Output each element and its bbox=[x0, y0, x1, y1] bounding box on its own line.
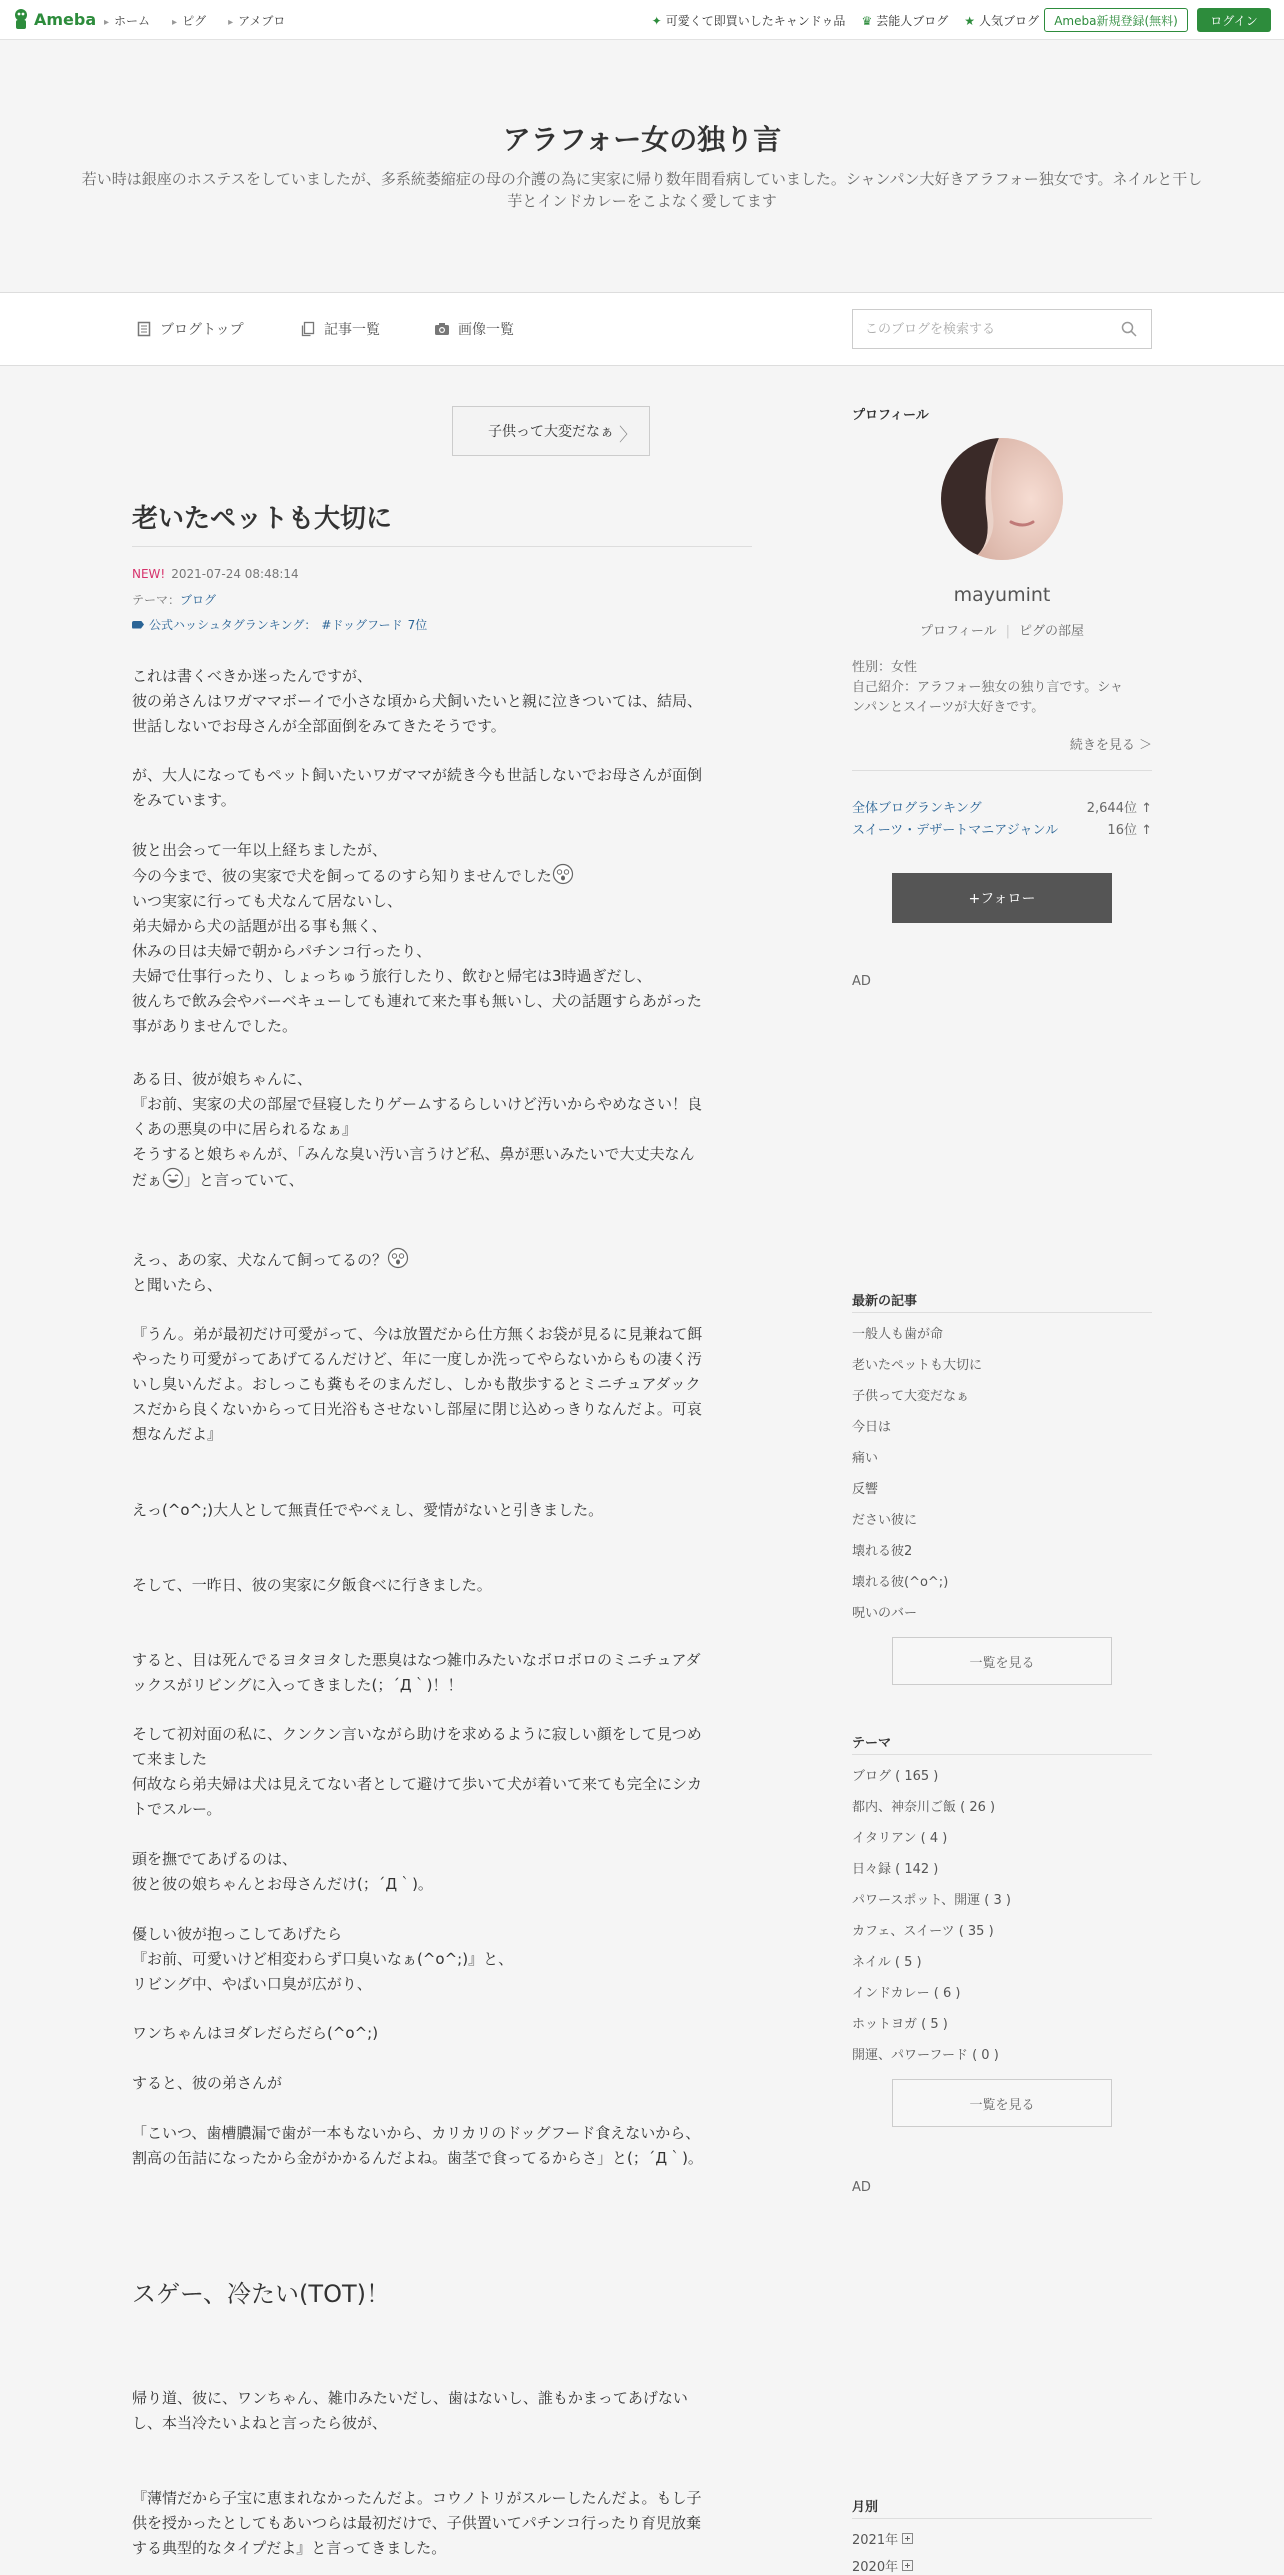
gnav-ameblo[interactable]: ▸ アメブロ bbox=[228, 12, 285, 29]
entry-body-block bbox=[132, 1067, 752, 1193]
blog-description: 若い時は銀座のホステスをしていましたが、多系統萎縮症の母の介護の為に実家に帰り数年間看病していました。シャンパン大好きアラフォー独女です。ネイルと干し芋とインドカレーをこよなく愛してます bbox=[81, 170, 1203, 210]
section-divider bbox=[852, 1312, 1152, 1313]
ranking-value: 2,644位 ↑ bbox=[1086, 801, 1152, 816]
chevron-right-icon: 〉 bbox=[619, 425, 637, 446]
entry-body-block bbox=[132, 1247, 752, 1298]
header-link-celebrity[interactable] bbox=[861, 12, 948, 29]
entry-heading: スゲー、冷たい(TOT)！ bbox=[132, 2280, 390, 2308]
body-line: 割高の缶詰になったから金がかかるんだよね。歯茎で食ってるからさ」と(；´Д｀)。 bbox=[132, 2149, 703, 2167]
section-divider bbox=[852, 1754, 1152, 1755]
body-text: 」と言っていて、 bbox=[184, 1171, 304, 1189]
body-line: 『お前、実家の犬の部屋で昼寝したりゲームするらしいけど汚いからやめなさい！良 bbox=[132, 1095, 703, 1113]
avatar-photo-icon bbox=[941, 438, 1063, 560]
body-line: 『うん。弟が最初だけ可愛がって、今は放置だから仕方無くお袋が見るに見兼ねて餌 bbox=[132, 1325, 703, 1343]
body-line: 『お前、可愛いけど相変わらず口臭いなぁ(^o^;)』と、 bbox=[132, 1950, 514, 1968]
nav-entry-list[interactable] bbox=[300, 319, 380, 339]
entry-theme-link[interactable]: ブログ bbox=[180, 593, 217, 607]
entry-body-block bbox=[132, 1573, 752, 1598]
recent-entry-link[interactable]: 呪いのバー bbox=[852, 1606, 918, 1621]
entry-body-block bbox=[132, 1648, 752, 1698]
ranking-label: 全体ブログランキング bbox=[852, 801, 982, 816]
recent-entry-link[interactable]: 子供って大変だなぁ bbox=[852, 1389, 970, 1404]
body-line: 優しい彼が抱っこしてあげたら bbox=[132, 1925, 343, 1943]
body-line: すると、目は死んでるヨタヨタした悪臭はなつ雑巾みたいなボロボロのミニチュアダ bbox=[132, 1651, 701, 1669]
nav-image-list-label: 画像一覧 bbox=[458, 322, 514, 338]
recent-list-more-button[interactable]: 一覧を見る bbox=[892, 1637, 1112, 1685]
theme-link[interactable]: ネイル ( 5 ) bbox=[852, 1955, 922, 1970]
body-line: 彼んちで飲み会やバーベキューしても連れて来た事も無いし、犬の話題すらあがった bbox=[132, 992, 702, 1010]
recent-entry-link[interactable]: ださい彼に bbox=[852, 1513, 918, 1528]
header-link-celebrity-label: 芸能人ブログ bbox=[876, 14, 949, 28]
year-label: 2021年 bbox=[852, 2533, 899, 2548]
nav-entry-list-label: 記事一覧 bbox=[324, 322, 380, 338]
entry-theme bbox=[132, 591, 216, 608]
recent-entry-link[interactable]: 反響 bbox=[852, 1482, 879, 1497]
ranking-row[interactable] bbox=[852, 819, 1152, 838]
entry-body-block bbox=[132, 1722, 752, 1822]
link-separator: | bbox=[1005, 624, 1011, 639]
theme-section-title: テーマ bbox=[852, 1736, 892, 1751]
theme-link[interactable]: 開運、パワーフード ( 0 ) bbox=[852, 2048, 999, 2063]
body-line: し、本当冷たいよねと言ったら彼が、 bbox=[132, 2414, 388, 2432]
body-line: いし臭いんだよ。おしっこも糞もそのまんだし、しかも散歩するとミニチュアダック bbox=[132, 1375, 701, 1393]
theme-link[interactable]: ホットヨガ ( 5 ) bbox=[852, 2017, 948, 2032]
entry-body-block bbox=[132, 2486, 752, 2561]
profile-read-more[interactable]: 続きを見る ＞ bbox=[1069, 738, 1152, 753]
ranking-row[interactable] bbox=[852, 797, 1152, 816]
document-icon bbox=[136, 321, 152, 337]
entry-body-block bbox=[132, 2121, 752, 2171]
follow-button[interactable]: +フォロー bbox=[892, 873, 1112, 923]
body-line: 彼と彼の娘ちゃんとお母さんだけ(；´Д｀)。 bbox=[132, 1875, 433, 1893]
prev-entry-label: 子供って大変だなぁ bbox=[488, 424, 614, 440]
grin-emoji-icon bbox=[162, 1167, 184, 1189]
theme-link[interactable]: 日々録 ( 142 ) bbox=[852, 1862, 939, 1877]
body-line: をみています。 bbox=[132, 791, 236, 809]
blog-nav bbox=[0, 292, 1284, 366]
ameba-mascot-icon bbox=[12, 8, 30, 30]
theme-link[interactable]: ブログ ( 165 ) bbox=[852, 1769, 939, 1784]
body-line: 弟夫婦から犬の話題が出る事も無く、 bbox=[132, 917, 387, 935]
header-link-popular-label: 人気ブログ bbox=[978, 14, 1039, 28]
year-archive[interactable] bbox=[852, 2529, 913, 2548]
body-line: 彼の弟さんはワガママボーイで小さな頃から犬飼いたいと親に泣きついては、結局、 bbox=[132, 692, 703, 710]
body-line bbox=[132, 1167, 752, 1193]
body-text: だぁ bbox=[132, 1171, 163, 1189]
entry-body-block bbox=[132, 2021, 752, 2046]
monthly-section-title: 月別 bbox=[852, 2500, 879, 2515]
body-line: トでスルー。 bbox=[132, 1800, 222, 1818]
body-line: ある日、彼が娘ちゃんに、 bbox=[132, 1070, 313, 1088]
body-line: そして初対面の私に、クンクン言いながら助けを求めるように寂しい顔をして見つめ bbox=[132, 1725, 702, 1743]
body-line: くあの悪臭の中に居られるなぁ』 bbox=[132, 1120, 358, 1138]
tag-icon bbox=[132, 621, 144, 629]
entry-body-block bbox=[132, 2071, 752, 2096]
surprised-emoji-icon bbox=[387, 1247, 409, 1269]
nav-image-list[interactable] bbox=[434, 319, 514, 339]
avatar[interactable] bbox=[941, 438, 1063, 560]
body-line: 世話しないでお母さんが全部面倒をみてきたそうです。 bbox=[132, 717, 506, 735]
pig-room-link[interactable]: ピグの部屋 bbox=[1019, 624, 1085, 639]
new-badge: NEW! bbox=[132, 567, 166, 581]
nav-blog-top[interactable] bbox=[136, 319, 244, 339]
body-line: 供を授かったとしてもあいつらは最初だけで、子供置いてパチンコ行ったり育児放棄 bbox=[132, 2514, 701, 2532]
header-link-candu[interactable] bbox=[652, 12, 846, 29]
sparkle-icon: ✦ bbox=[651, 14, 662, 28]
entry-title[interactable]: 老いたペットも大切に bbox=[132, 504, 393, 534]
blog-title[interactable]: アラフォー女の独り言 bbox=[502, 123, 782, 156]
profile-info bbox=[852, 658, 1152, 718]
body-line: そして、一昨日、彼の実家に夕飯食べに行きました。 bbox=[132, 1576, 492, 1594]
entry-body bbox=[132, 664, 752, 739]
body-line: 休みの日は夫婦で朝からパチンコ行ったり、 bbox=[132, 942, 432, 960]
header-link-candu-label: 可愛くて即買いしたキャンドゥ品 bbox=[665, 14, 846, 28]
entry-theme-prefix: テーマ： bbox=[132, 593, 181, 607]
camera-icon bbox=[434, 321, 450, 337]
profile-links bbox=[852, 620, 1152, 639]
body-line: スだから良くないからって日光浴もさせないし部屋に閉じ込めっきりなんだよ。可哀 bbox=[132, 1400, 702, 1418]
section-divider bbox=[852, 770, 1152, 771]
body-line: 帰り道、彼に、ワンちゃん、雑巾みたいだし、歯はないし、誰もかまってあげない bbox=[132, 2389, 688, 2407]
nav-blog-top-label: ブログトップ bbox=[160, 322, 244, 338]
profile-intro-line2: ンパンとスイーツが大好きです。 bbox=[852, 700, 1045, 715]
section-divider bbox=[852, 2518, 1152, 2519]
body-line: えっ(^o^;)大人として無責任でやべぇし、愛情がないと引きました。 bbox=[132, 1501, 604, 1519]
theme-link[interactable]: イタリアン ( 4 ) bbox=[852, 1831, 948, 1846]
entry-body-block bbox=[132, 1322, 752, 1447]
theme-link[interactable]: パワースポット、開運 ( 3 ) bbox=[852, 1893, 1011, 1908]
body-line: やったり可愛がってあげてるんだけど、年に一度しか洗ってやらないからもの凄く汚 bbox=[132, 1350, 703, 1368]
theme-link[interactable]: カフェ、スイーツ ( 35 ) bbox=[852, 1924, 994, 1939]
entry-body-block bbox=[132, 1498, 752, 1523]
body-line: する典型的なタイプだよ』と言ってきました。 bbox=[132, 2539, 447, 2557]
body-line: 頭を撫でてあげるのは、 bbox=[132, 1850, 298, 1868]
body-line: 「こいつ、歯槽膿漏で歯が一本もないから、カリカリのドッグフード食えないから、 bbox=[132, 2124, 701, 2142]
body-line: すると、彼の弟さんが bbox=[132, 2074, 283, 2092]
recent-entry-link[interactable]: 一般人も歯が命 bbox=[852, 1327, 944, 1342]
body-line: 想なんだよ』 bbox=[132, 1425, 223, 1443]
body-text: えっ、あの家、犬なんて飼ってるの？ bbox=[132, 1251, 388, 1269]
register-button[interactable]: Ameba新規登録(無料) bbox=[1044, 8, 1188, 32]
body-line: 『薄情だから子宝に恵まれなかったんだよ。コウノトリがスルーしたんだよ。もし子 bbox=[132, 2489, 702, 2507]
body-line: そうすると娘ちゃんが、「みんな臭い汚い言うけど私、鼻が悪いみたいで大丈夫なん bbox=[132, 1145, 695, 1163]
blog-header bbox=[0, 40, 1284, 292]
copy-icon bbox=[300, 321, 316, 337]
year-label: 2020年 bbox=[852, 2560, 899, 2575]
body-line: ックスがリビングに入ってきました(；´Д｀)！！ bbox=[132, 1676, 463, 1694]
blog-search-input[interactable] bbox=[853, 310, 1127, 348]
header-links bbox=[652, 12, 1039, 29]
entry-body-block bbox=[132, 763, 752, 813]
ranking-label: スイーツ・デザートマニアジャンル bbox=[852, 823, 1059, 838]
body-line: リビング中、やばい口臭が広がり、 bbox=[132, 1975, 372, 1993]
body-line: 事がありませんでした。 bbox=[132, 1017, 298, 1035]
hashtag-ranking[interactable] bbox=[132, 616, 427, 633]
theme-link[interactable]: インドカレー ( 6 ) bbox=[852, 1986, 961, 2001]
body-line: いつ実家に行っても犬なんて居ないし、 bbox=[132, 892, 403, 910]
expand-plus-icon[interactable] bbox=[902, 2560, 913, 2571]
body-line: が、大人になってもペット飼いたいワガママが続き今も世話しないでお母さんが面倒 bbox=[132, 766, 703, 784]
recent-entry-link[interactable]: 老いたペットも大切に bbox=[852, 1358, 983, 1373]
profile-intro-line1: 自己紹介：アラフォー独女の独り言です。シャ bbox=[852, 680, 1124, 695]
search-icon[interactable] bbox=[1121, 321, 1137, 337]
expand-plus-icon[interactable] bbox=[902, 2533, 913, 2544]
body-line: 夫婦で仕事行ったり、しょっちゅう旅行したり、飲むと帰宅は3時過ぎだし、 bbox=[132, 967, 652, 985]
hashtag-name: #ドッグフード bbox=[321, 618, 403, 632]
blog-search bbox=[852, 309, 1152, 349]
crown-icon: ♛ bbox=[861, 14, 873, 28]
theme-list-more-button[interactable]: 一覧を見る bbox=[892, 2079, 1112, 2127]
body-text: 今の今まで、彼の実家で犬を飼ってるのすら知りませんでした bbox=[132, 867, 552, 885]
recent-entry-link[interactable]: 今日は bbox=[852, 1420, 892, 1435]
body-line: これは書くべきか迷ったんですが、 bbox=[132, 667, 373, 685]
recent-entry-link[interactable]: 壊れる彼2 bbox=[852, 1544, 913, 1559]
entry-body-block bbox=[132, 2386, 752, 2436]
hashtag-prefix: 公式ハッシュタグランキング： bbox=[149, 618, 317, 632]
body-line: ワンちゃんはヨダレだらだら(^o^;) bbox=[132, 2024, 379, 2042]
login-button[interactable]: ログイン bbox=[1197, 8, 1271, 32]
ranking-value: 16位 ↑ bbox=[1107, 823, 1152, 838]
ameba-logo-text: Ameba bbox=[34, 9, 97, 29]
body-line: て来ました bbox=[132, 1750, 208, 1768]
ad-label: AD bbox=[852, 2180, 871, 2195]
body-line bbox=[132, 863, 752, 889]
entry-body-block bbox=[132, 1922, 752, 1997]
title-divider bbox=[132, 546, 752, 547]
recent-section-title: 最新の記事 bbox=[852, 1294, 918, 1309]
entry-body-block bbox=[132, 838, 752, 1039]
profile-username[interactable]: mayumint bbox=[953, 584, 1051, 606]
ameba-logo[interactable] bbox=[12, 8, 96, 30]
recent-entry-link[interactable]: 痛い bbox=[852, 1451, 879, 1466]
gnav-pigg[interactable]: ▸ ピグ bbox=[172, 12, 206, 29]
header-link-popular[interactable] bbox=[964, 12, 1039, 29]
body-line: と聞いたら、 bbox=[132, 1276, 223, 1294]
body-line bbox=[132, 1247, 752, 1273]
entry-meta-date bbox=[132, 567, 299, 581]
global-header bbox=[0, 0, 1284, 40]
body-line: 何故なら弟夫婦は犬は見えてない者として避けて歩いて犬が着いて来ても完全にシカ bbox=[132, 1775, 703, 1793]
prev-entry-button[interactable] bbox=[452, 406, 650, 456]
theme-link[interactable]: 都内、神奈川ご飯 ( 26 ) bbox=[852, 1800, 996, 1815]
profile-gender: 性別：女性 bbox=[852, 660, 918, 675]
recent-entry-link[interactable]: 壊れる彼(^o^;) bbox=[852, 1575, 949, 1590]
entry-body-block bbox=[132, 1847, 752, 1897]
body-line: 彼と出会って一年以上経ちましたが、 bbox=[132, 841, 388, 859]
profile-link[interactable]: プロフィール bbox=[919, 624, 997, 639]
ad-label: AD bbox=[852, 974, 871, 989]
gnav-home[interactable]: ▸ ホーム bbox=[104, 12, 150, 29]
surprised-emoji-icon bbox=[552, 863, 574, 885]
global-nav bbox=[104, 12, 285, 29]
star-icon: ★ bbox=[964, 14, 975, 28]
profile-section-title: プロフィール bbox=[852, 408, 929, 423]
hashtag-rank: 7位 bbox=[407, 618, 428, 632]
year-archive[interactable] bbox=[852, 2556, 913, 2575]
entry-datetime: 2021-07-24 08:48:14 bbox=[171, 567, 299, 581]
